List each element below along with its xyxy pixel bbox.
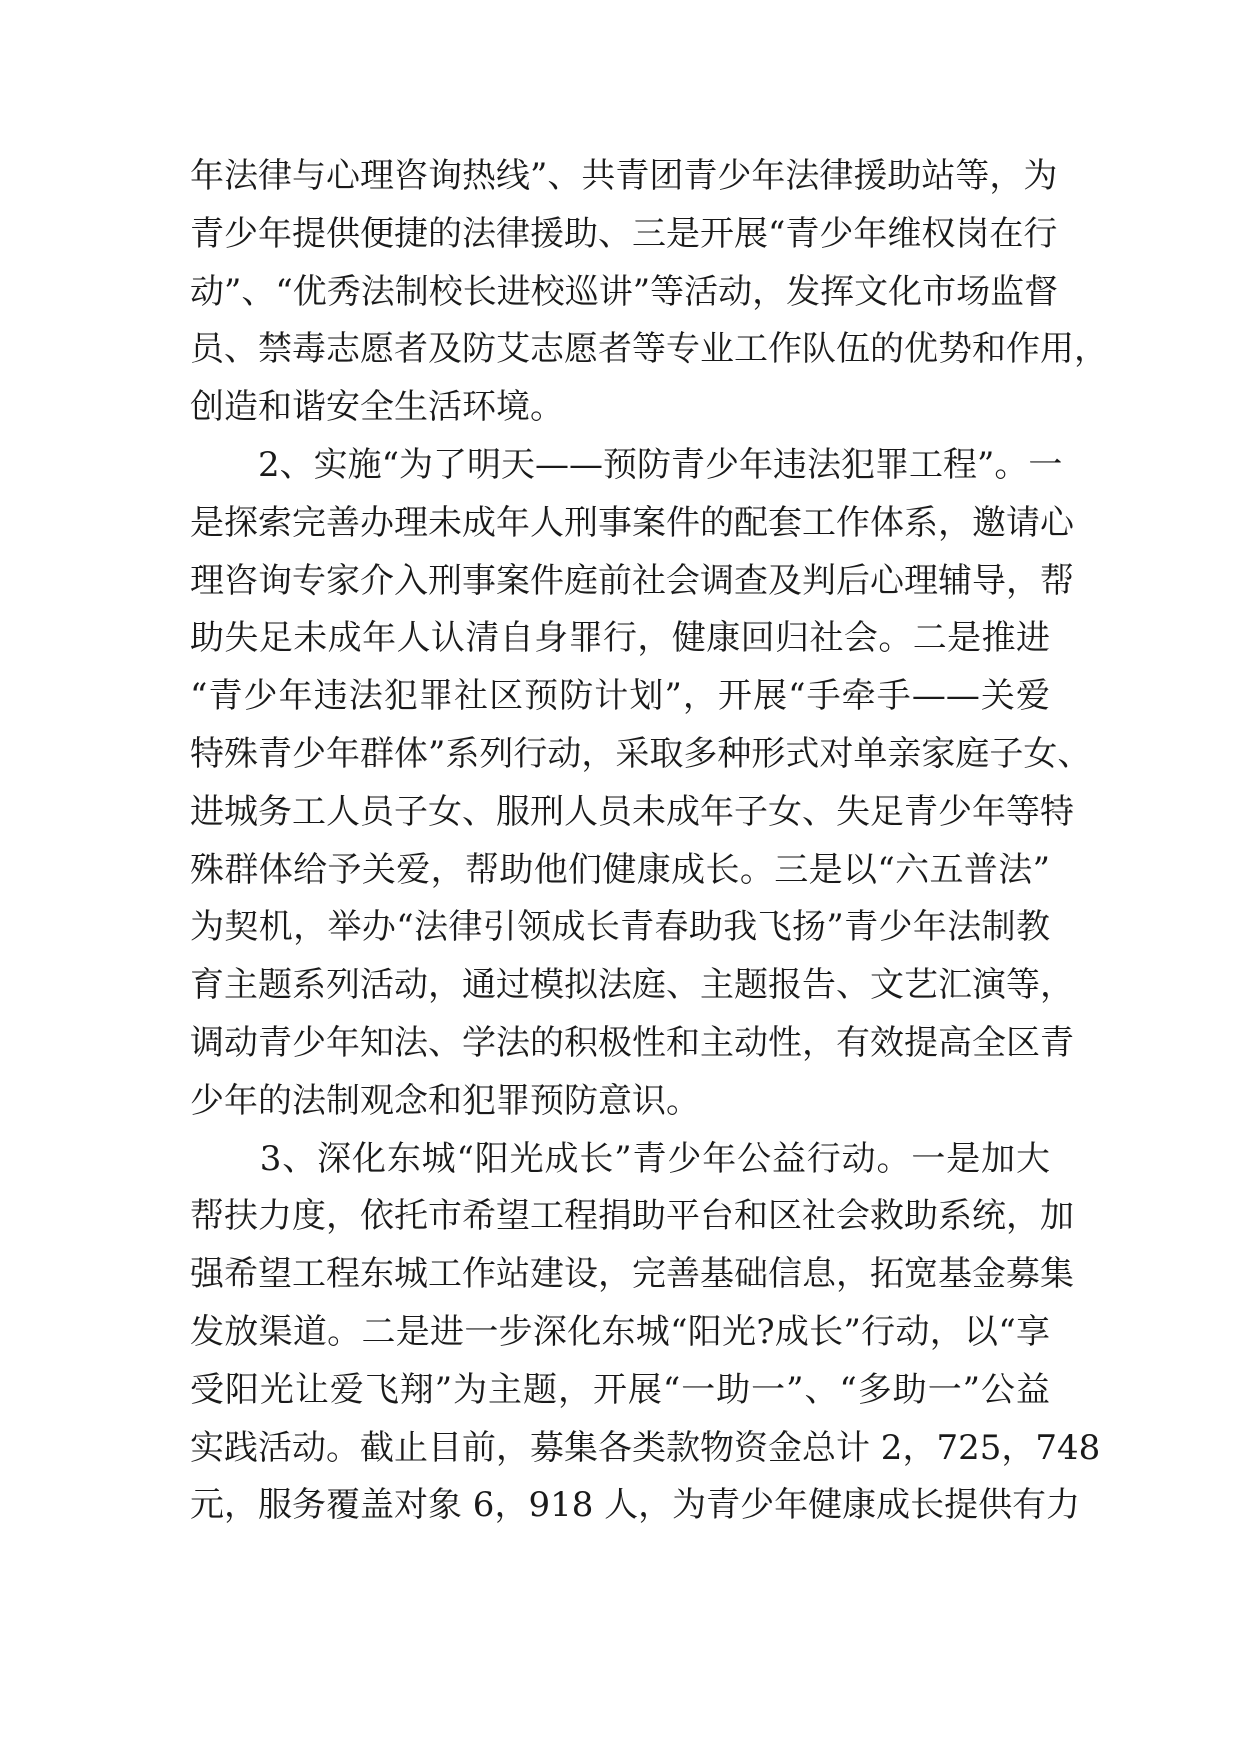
text-line: 年法律与心理咨询热线”、共青团青少年法律援助站等，为 bbox=[190, 156, 1058, 196]
text-line: 员、禁毒志愿者及防艾志愿者等专业工作队伍的优势和作用， bbox=[190, 329, 1108, 370]
text-line: 发放渠道。二是进一步深化东城“阳光?成长”行动，以“享 bbox=[190, 1311, 1050, 1352]
text-line: 特殊青少年群体”系列行动，采取多种形式对单亲家庭子女、 bbox=[190, 733, 1092, 774]
text-line: 少年的法制观念和犯罪预防意识。 bbox=[190, 1080, 700, 1121]
text-line: 3、深化东城“阳光成长”青少年公益行动。一是加大 bbox=[190, 1138, 1050, 1179]
text-line: 助失足未成年人认清自身罪行，健康回归社会。二是推进 bbox=[190, 618, 1050, 659]
text-line: 元，服务覆盖对象 6，918 人，为青少年健康成长提供有力 bbox=[190, 1485, 1081, 1526]
text-line: 青少年提供便捷的法律援助、三是开展“青少年维权岗在行 bbox=[190, 213, 1058, 254]
text-line: 育主题系列活动，通过模拟法庭、主题报告、文艺汇演等， bbox=[190, 965, 1074, 1006]
text-line: 受阳光让爱飞翔”为主题，开展“一助一”、“多助一”公益 bbox=[190, 1369, 1050, 1410]
text-line: 帮扶力度，依托市希望工程捐助平台和区社会救助系统，加 bbox=[190, 1196, 1074, 1237]
text-line: 调动青少年知法、学法的积极性和主动性，有效提高全区青 bbox=[190, 1022, 1074, 1063]
text-line: 实践活动。截止目前，募集各类款物资金总计 2，725，748 bbox=[190, 1427, 1101, 1468]
text-line: 理咨询专家介入刑事案件庭前社会调查及判后心理辅导，帮 bbox=[190, 560, 1074, 601]
text-line: 殊群体给予关爱，帮助他们健康成长。三是以“六五普法” bbox=[190, 849, 1050, 890]
text-line: 进城务工人员子女、服刑人员未成年子女、失足青少年等特 bbox=[190, 791, 1074, 832]
text-line: 2、实施“为了明天——预防青少年违法犯罪工程”。一 bbox=[190, 444, 1063, 485]
text-line: 创造和谐安全生活环境。 bbox=[190, 387, 564, 428]
body-text bbox=[190, 148, 1108, 1535]
text-line: 强希望工程东城工作站建设，完善基础信息，拓宽基金募集 bbox=[190, 1254, 1074, 1295]
text-line: 是探索完善办理未成年人刑事案件的配套工作体系，邀请心 bbox=[190, 502, 1074, 543]
text-line: 动”、“优秀法制校长进校巡讲”等活动，发挥文化市场监督 bbox=[190, 271, 1059, 312]
text-line: 为契机，举办“法律引领成长青春助我飞扬”青少年法制教 bbox=[190, 907, 1050, 948]
text-line: “青少年违法犯罪社区预防计划”，开展“手牵手——关爱 bbox=[190, 676, 1050, 717]
